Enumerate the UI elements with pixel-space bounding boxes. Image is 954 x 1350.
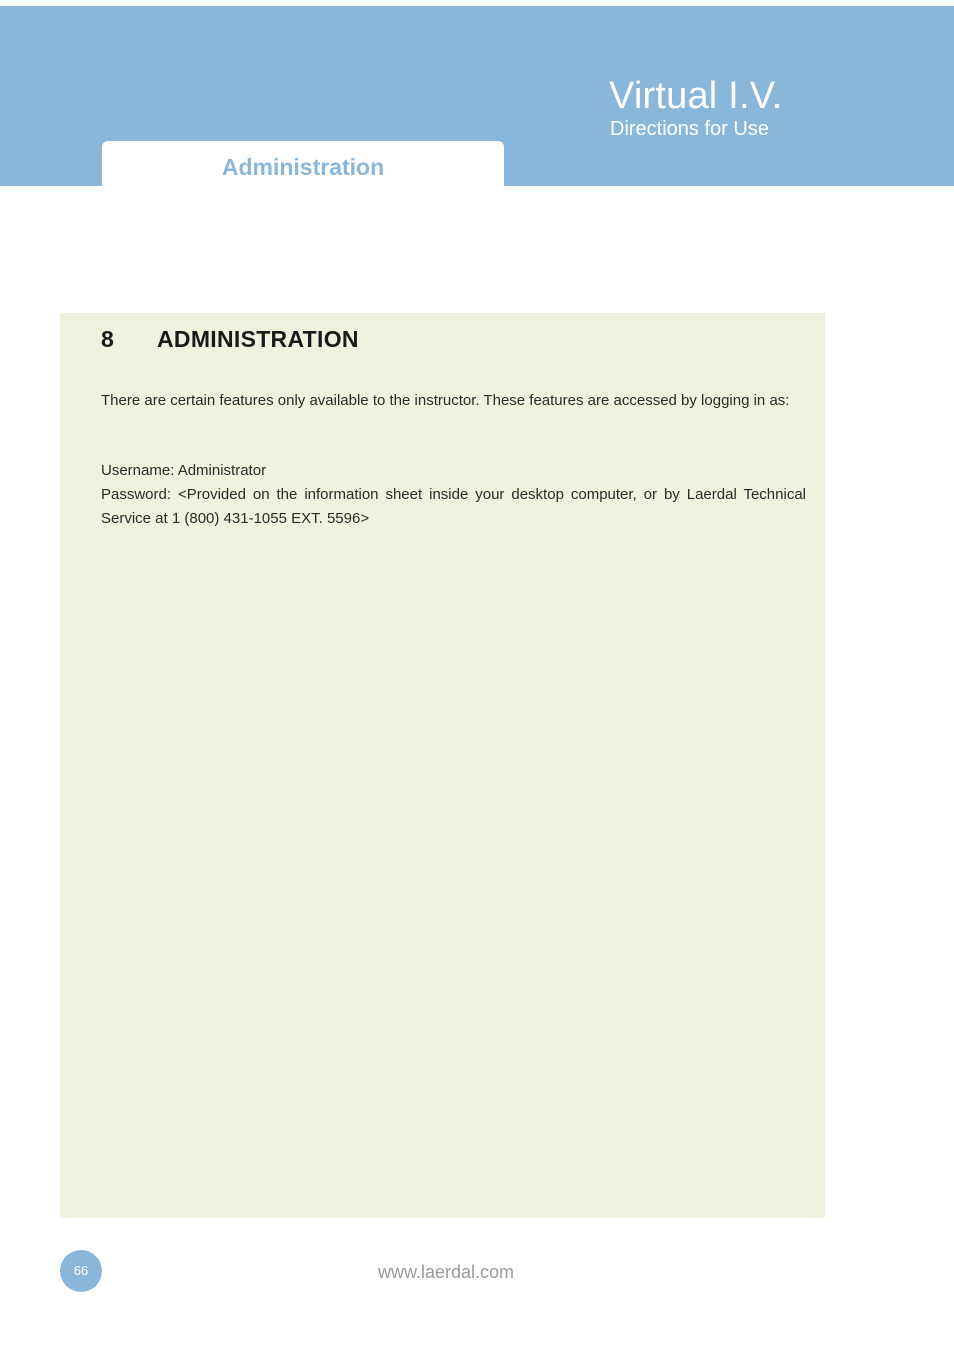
section-heading: ADMINISTRATION	[157, 326, 359, 352]
page-number-badge	[60, 1250, 102, 1292]
intro-paragraph: There are certain features only available to the instructor. These features are accessed by logging in as:	[101, 392, 790, 409]
document-title: Virtual I.V.	[609, 75, 783, 117]
password-line: Password: <Provided on the information sheet inside your desktop computer, or by Laerdal Technical Service at 1 (800) 431-1055 EXT. 5596>	[101, 486, 806, 527]
username-line: Username: Administrator	[101, 462, 267, 479]
section-tab	[102, 141, 504, 192]
footer-url: www.laerdal.com	[378, 1262, 515, 1282]
header-band	[0, 6, 954, 186]
content-panel	[60, 313, 825, 1218]
page-number: 66	[73, 1263, 89, 1278]
section-tab-label: Administration	[221, 154, 385, 180]
section-number: 8	[101, 326, 114, 352]
document-subtitle: Directions for Use	[610, 118, 769, 140]
